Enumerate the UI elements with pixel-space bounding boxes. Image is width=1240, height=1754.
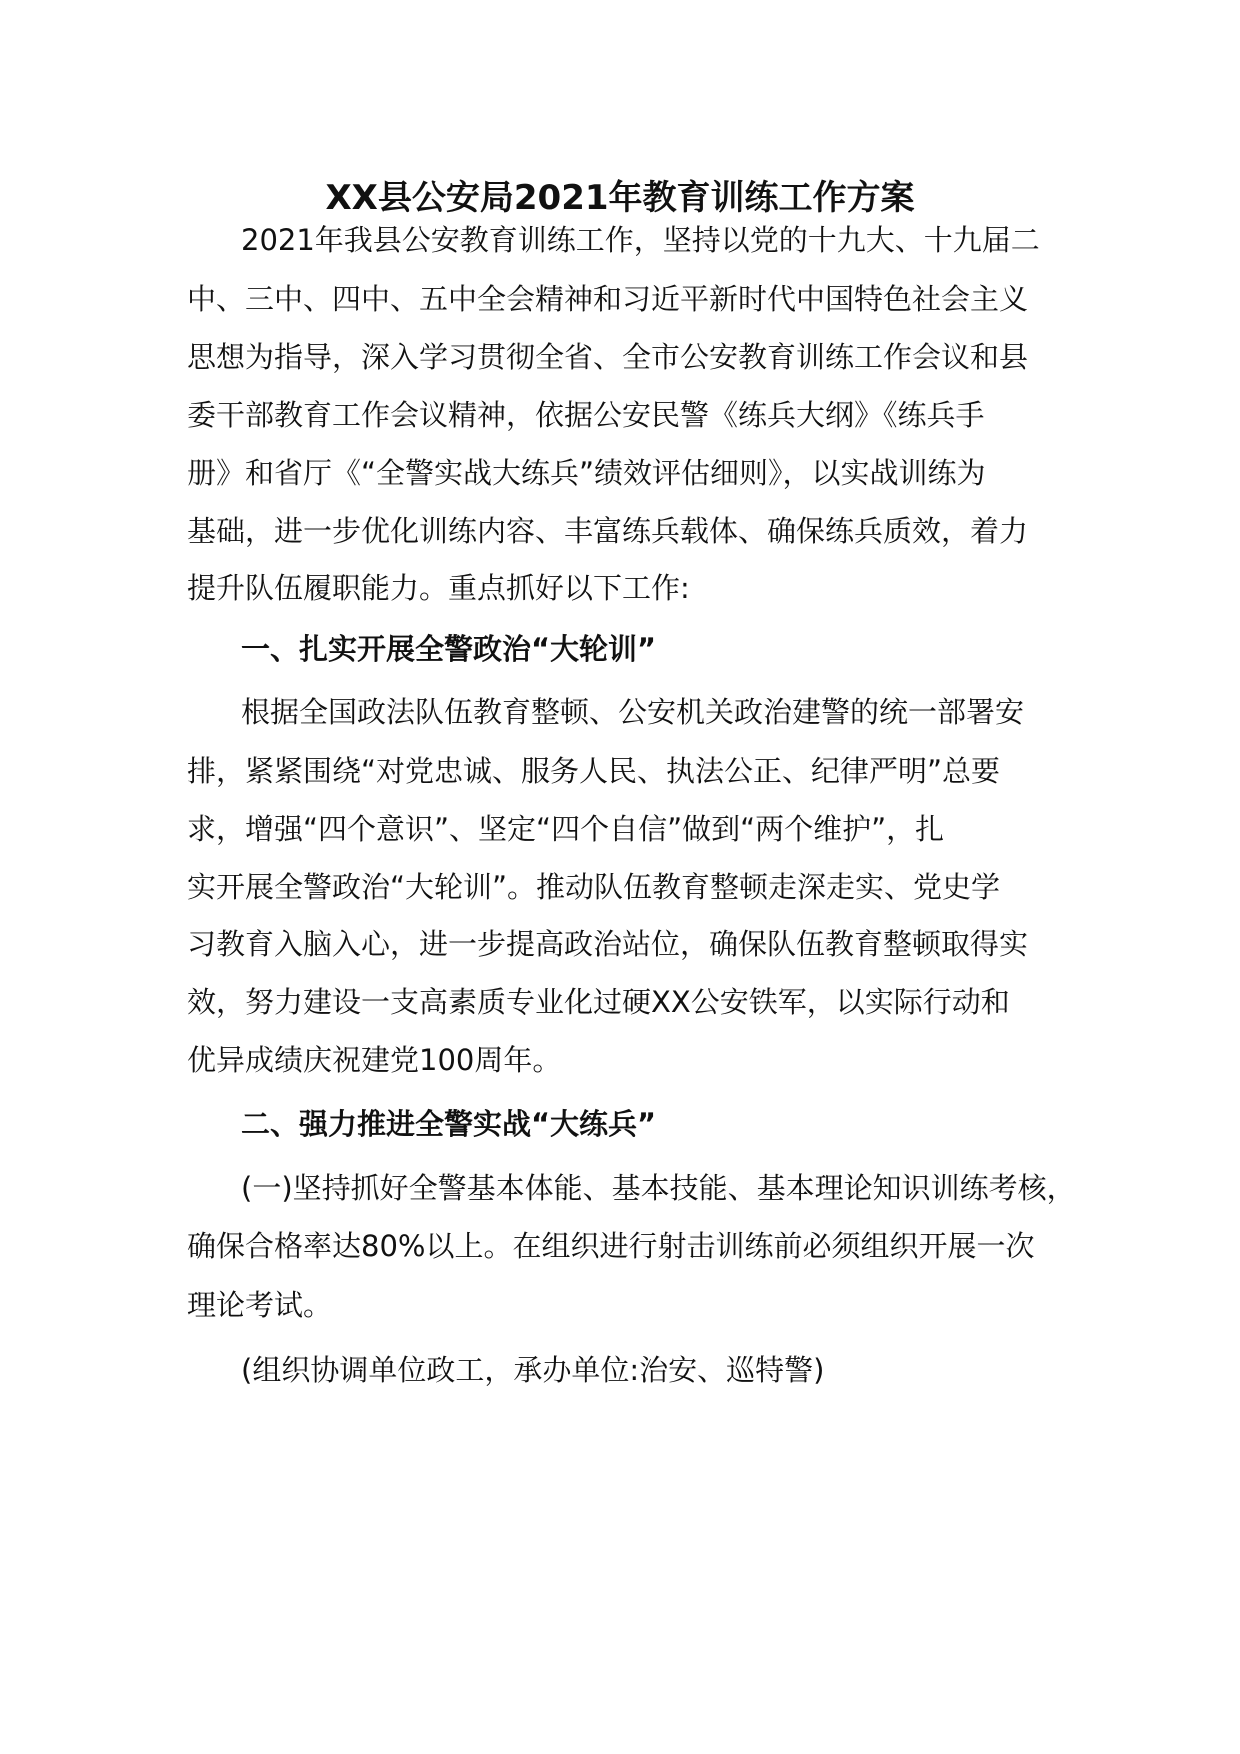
document-title: XX县公安局2021年教育训练工作方案 xyxy=(325,178,915,218)
section1-line: 习教育入脑入心，进一步提高政治站位，确保队伍教育整顿取得实 xyxy=(187,927,1029,961)
section1-line: 根据全国政法队伍教育整顿、公安机关政治建警的统一部署安 xyxy=(241,695,1025,729)
section1-line: 优异成绩庆祝建党100周年。 xyxy=(187,1043,562,1077)
section-heading-2: 二、强力推进全警实战“大练兵” xyxy=(241,1107,657,1141)
intro-line: 册》和省厅《“全警实战大练兵”绩效评估细则》，以实战训练为 xyxy=(187,456,986,490)
section2-line: 确保合格率达80%以上。在组织进行射击训练前必须组织开展一次 xyxy=(187,1229,1035,1263)
section-heading-1: 一、扎实开展全警政治“大轮训” xyxy=(241,632,657,666)
intro-line: 基础，进一步优化训练内容、丰富练兵载体、确保练兵质效，着力 xyxy=(187,514,1029,548)
intro-line: 中、三中、四中、五中全会精神和习近平新时代中国特色社会主义 xyxy=(187,282,1029,316)
intro-line: 委干部教育工作会议精神，依据公安民警《练兵大纲》《练兵手 xyxy=(187,398,985,432)
section1-line: 求，增强“四个意识”、坚定“四个自信”做到“两个维护”，扎 xyxy=(187,812,945,846)
section1-line: 效，努力建设一支高素质专业化过硬XX公安铁军，以实际行动和 xyxy=(187,985,1010,1019)
section2-line: (一)坚持抓好全警基本体能、基本技能、基本理论知识训练考核， xyxy=(241,1171,1076,1205)
intro-line: 2021年我县公安教育训练工作，坚持以党的十九大、十九届二 xyxy=(241,223,1040,257)
section2-line: 理论考试。 xyxy=(187,1288,333,1322)
intro-line: 思想为指导，深入学习贯彻全省、全市公安教育训练工作会议和县 xyxy=(187,340,1029,374)
intro-line: 提升队伍履职能力。重点抓好以下工作: xyxy=(187,571,690,605)
section1-line: 实开展全警政治“大轮训”。推动队伍教育整顿走深走实、党史学 xyxy=(187,870,1001,904)
section1-line: 排，紧紧围绕“对党忠诚、服务人民、执法公正、纪律严明”总要 xyxy=(187,754,1001,788)
section2-note: (组织协调单位政工，承办单位:治安、巡特警) xyxy=(241,1353,825,1387)
